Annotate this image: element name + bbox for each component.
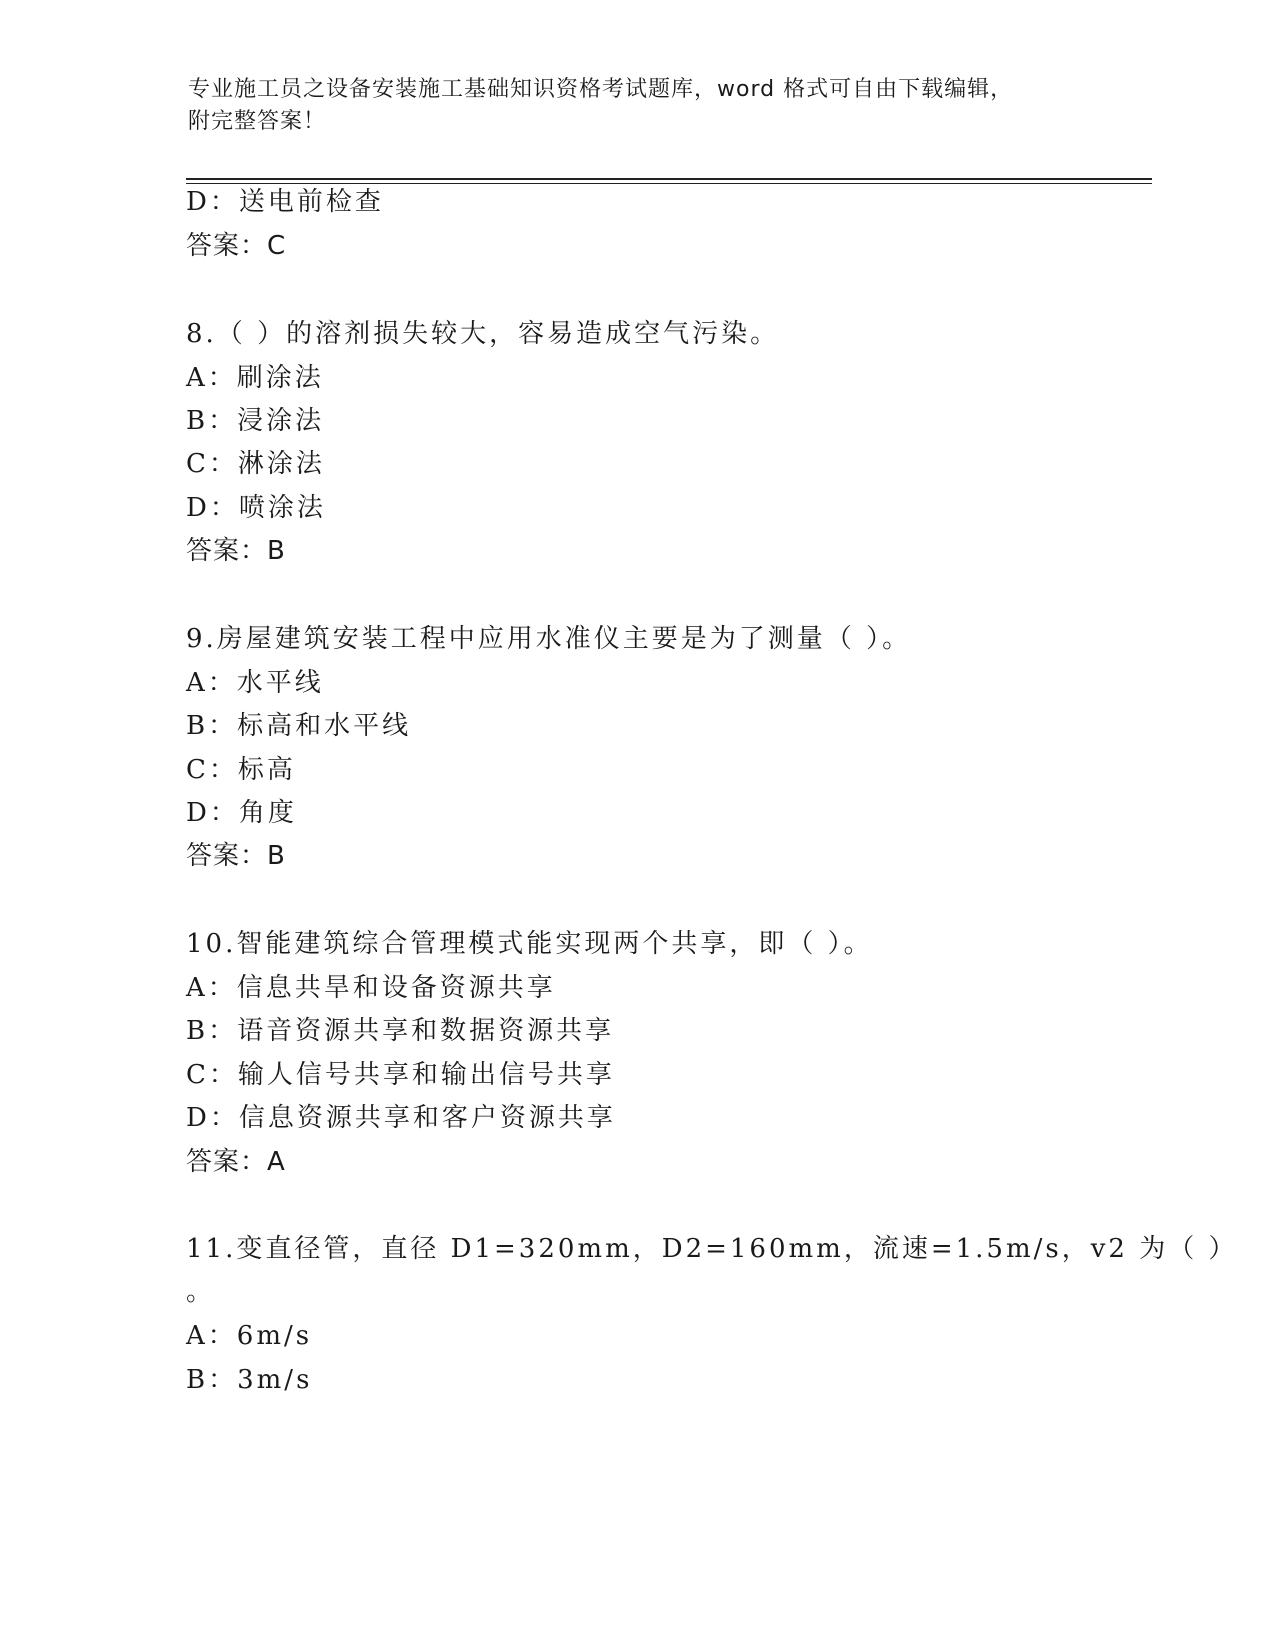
q9-option-c: C：标高 (186, 755, 296, 785)
header-line-1: 专业施工员之设备安装施工基础知识资格考试题库，word 格式可自由下载编辑， (188, 77, 1014, 102)
q9-option-b: B：标高和水平线 (186, 711, 412, 741)
header-line-2: 附完整答案！ (188, 109, 327, 134)
q7-option-d: D：送电前检查 (186, 187, 384, 217)
q10-question: 10.智能建筑综合管理模式能实现两个共享，即（ ）。 (186, 929, 873, 959)
q10-option-b: B：语音资源共享和数据资源共享 (186, 1016, 615, 1046)
q9-question: 9.房屋建筑安装工程中应用水准仪主要是为了测量（ ）。 (186, 624, 912, 654)
q8-option-c: C：淋涂法 (186, 449, 325, 479)
q11-option-b: B：3m/s (186, 1365, 313, 1395)
q10-option-a: A：信息共旱和设备资源共享 (186, 973, 556, 1003)
q8-option-a: A：刷涂法 (186, 363, 324, 393)
document-header (188, 74, 1068, 138)
q8-option-d: D：喷涂法 (186, 493, 326, 523)
header-rule-thick (186, 178, 1152, 180)
q11-question-line-2: 。 (186, 1277, 216, 1307)
q11-option-a: A：6m/s (186, 1321, 313, 1351)
q10-option-d: D：信息资源共享和客户资源共享 (186, 1103, 616, 1133)
q9-answer: 答案：B (186, 841, 286, 871)
q8-question: 8.（ ）的溶剂损失较大，容易造成空气污染。 (186, 319, 780, 349)
q10-option-c: C：输人信号共享和输出信号共享 (186, 1060, 615, 1090)
q9-option-d: D：角度 (186, 798, 297, 828)
q11-question-line-1: 11.变直径管，直径 D1=320mm，D2=160mm，流速=1.5m/s，v2 为（ ） (186, 1234, 1238, 1264)
q10-answer: 答案：A (186, 1147, 286, 1177)
q8-answer: 答案：B (186, 536, 286, 566)
q8-option-b: B：浸涂法 (186, 406, 325, 436)
header-rule-thin (186, 183, 1152, 184)
q7-answer: 答案：C (186, 231, 287, 261)
q9-option-a: A：水平线 (186, 668, 324, 698)
